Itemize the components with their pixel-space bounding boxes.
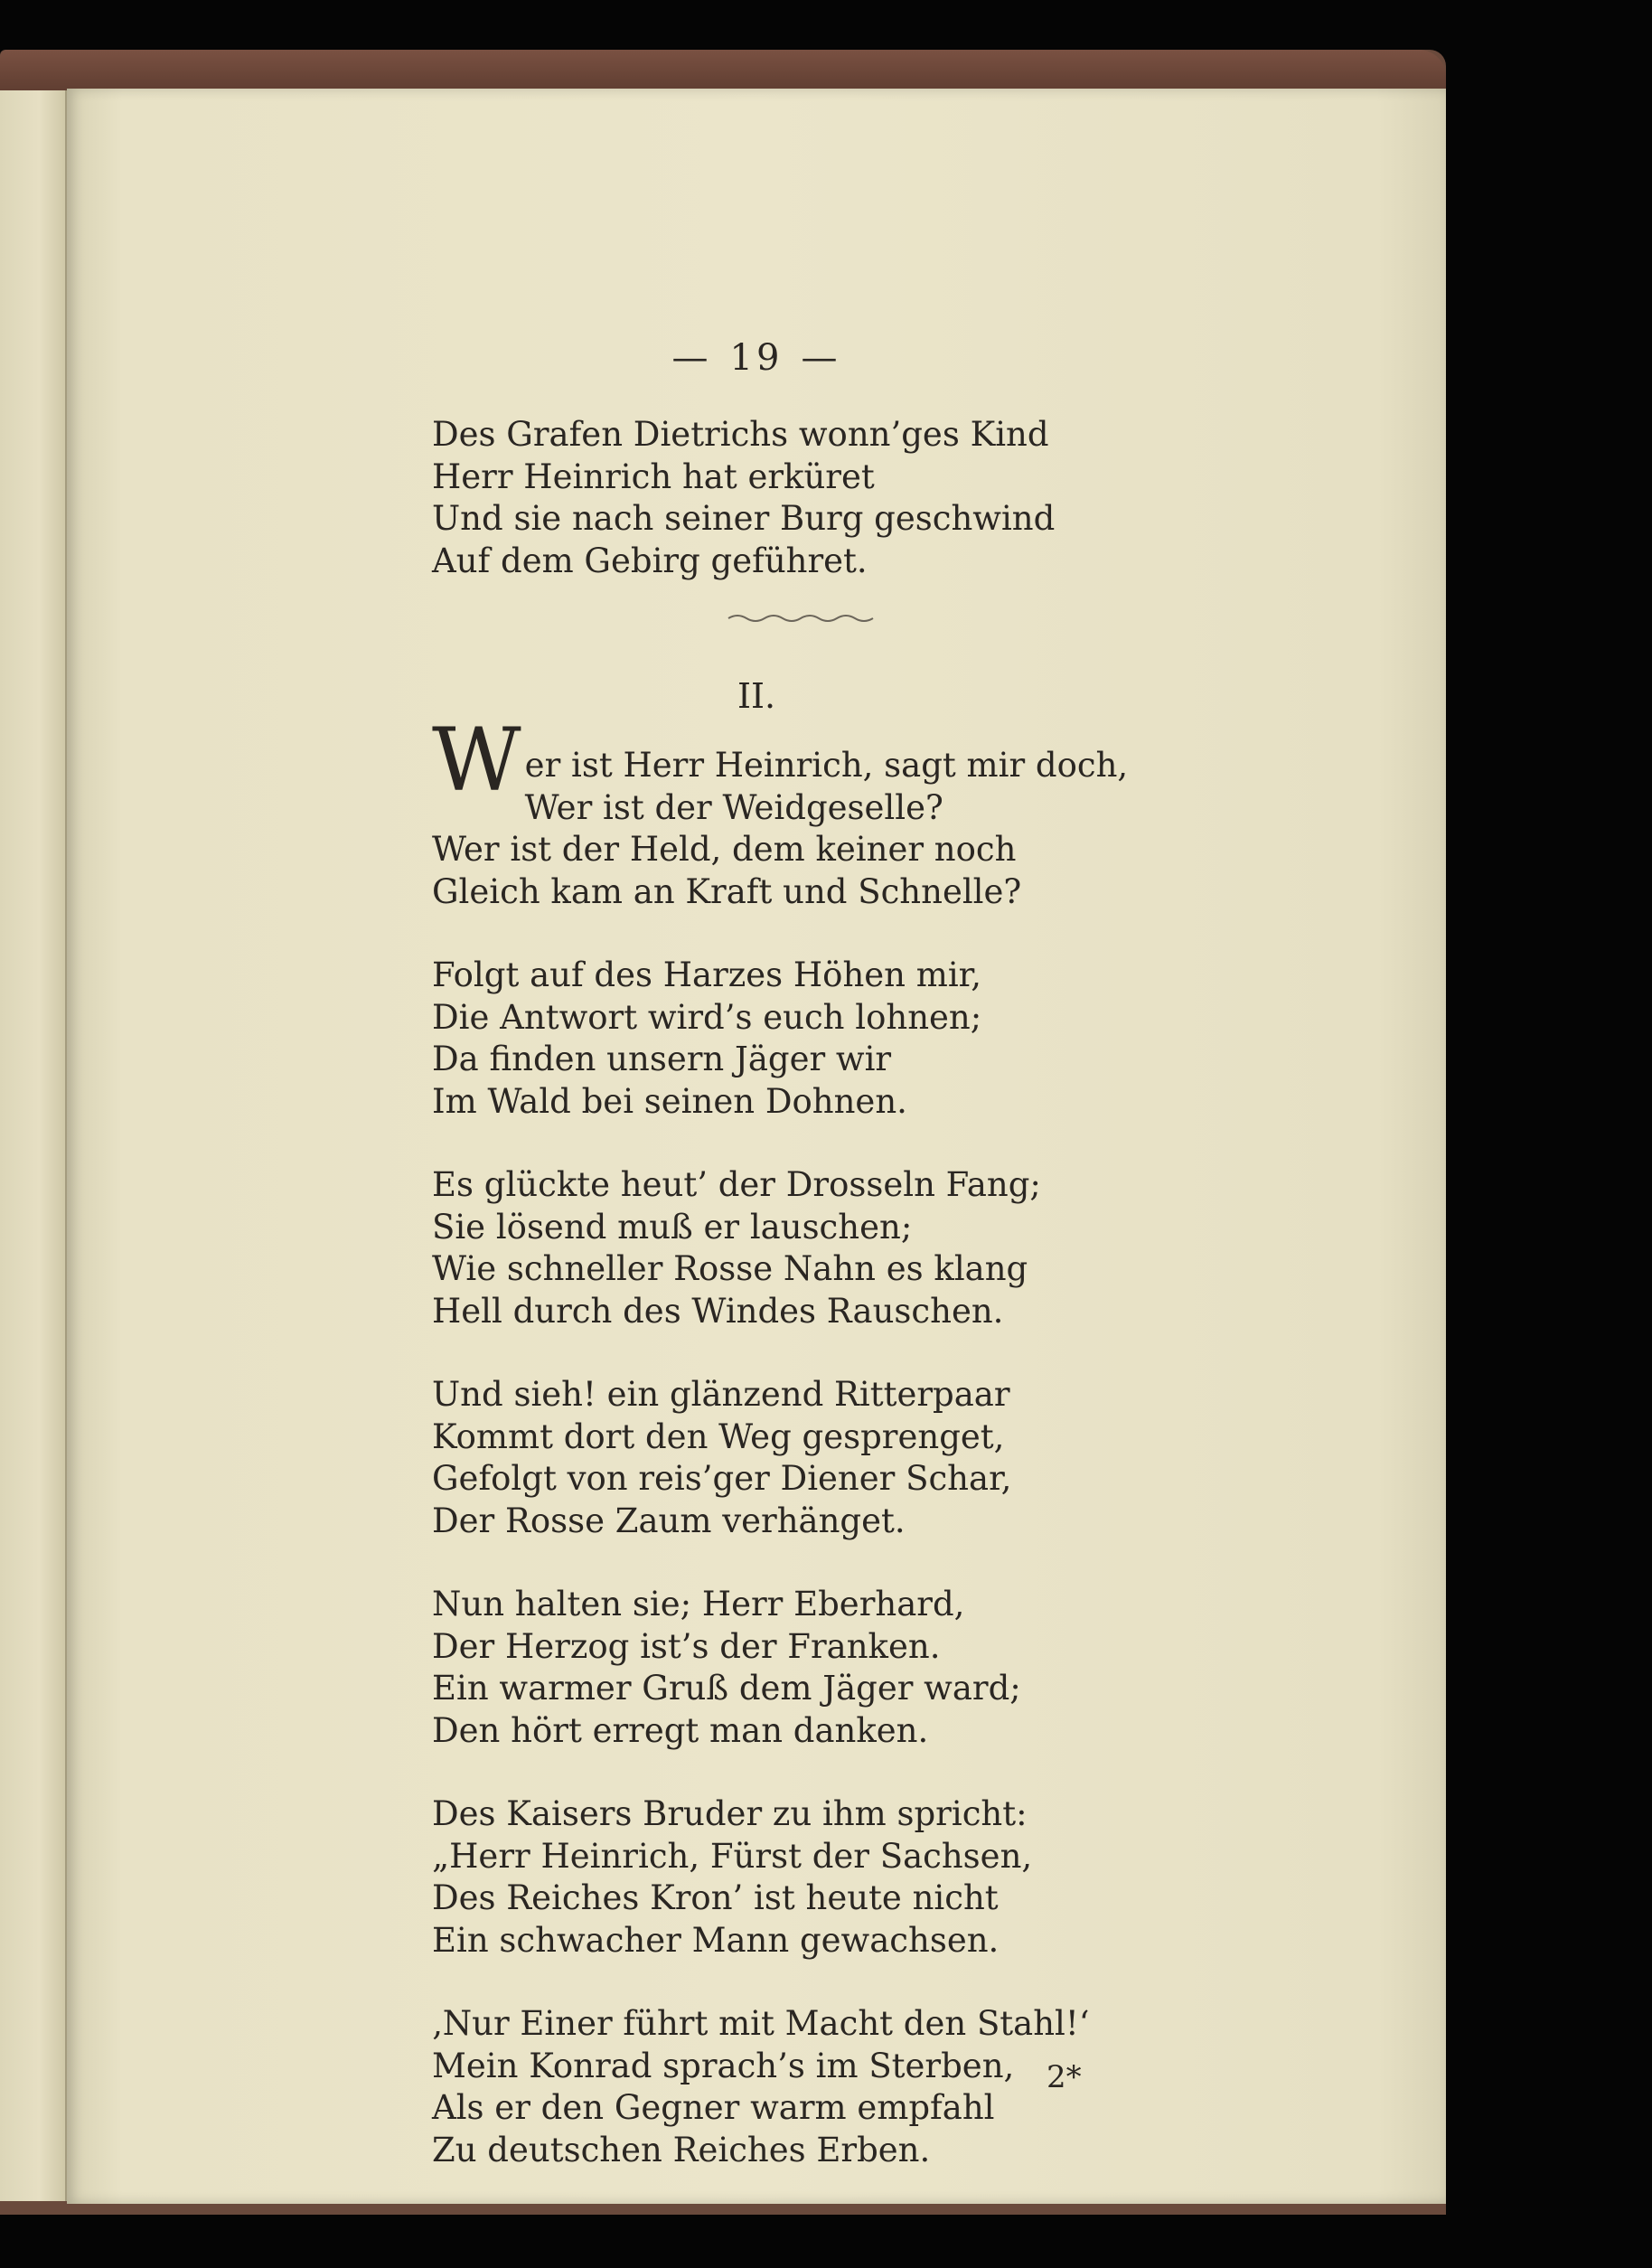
verse-line: Auf dem Gebirg geführet. [432, 541, 868, 580]
verse-line: Es glückte heut’ der Drosseln Fang; [432, 1165, 1041, 1204]
left-page-edge [0, 90, 67, 2201]
stanza [432, 1374, 1426, 1542]
verse-line: Die Antwort wird’s euch lohnen; [432, 997, 982, 1037]
section-heading: II. [737, 676, 776, 716]
stanza [432, 1164, 1426, 1332]
verse-line: Kommt dort den Weg gesprenget, [432, 1416, 1005, 1456]
verse-line: Hell durch des Windes Rauschen. [432, 1291, 1004, 1331]
verse-line: Im Wald bei seinen Dohnen. [432, 1081, 907, 1121]
verse-line: Gleich kam an Kraft und Schnelle? [432, 871, 1022, 911]
signature-mark: 2* [1047, 2059, 1082, 2095]
verse-line: Da finden unsern Jäger wir [432, 1040, 892, 1078]
verse-line: Als er den Gegner warm empfahl [432, 2088, 995, 2127]
verse-line: Ein warmer Gruß dem Jäger ward; [432, 1669, 1021, 1708]
page-number-dash-right: — [801, 337, 841, 379]
stanza [432, 414, 1426, 582]
verse-line: Gefolgt von reis’ger Diener Schar, [432, 1459, 1012, 1498]
verse-line: er ist Herr Heinrich, sagt mir doch, [524, 746, 1129, 785]
verse-line: Zu deutschen Reiches Erben. [432, 2130, 931, 2169]
verse-line: Wer ist der Weidgeselle? [524, 787, 943, 827]
stanza [432, 1584, 1426, 1752]
verse-line: Und sie nach seiner Burg geschwind [432, 499, 1056, 538]
verse-line: Des Grafen Dietrichs wonn’ges Kind [432, 415, 1049, 454]
verse-line: Sie lösend muß er lauschen; [432, 1207, 913, 1247]
verse-line: Nun halten sie; Herr Eberhard, [432, 1585, 965, 1623]
poem-section [432, 710, 1426, 2171]
stanza [432, 710, 1426, 913]
stanza [432, 1793, 1426, 1962]
verse-line: ‚Nur Einer führt mit Macht den Stahl!‘ [432, 2004, 1090, 2043]
verse-line: Herr Heinrich hat erküret [432, 456, 875, 496]
verse-line: Und sieh! ein glänzend Ritterpaar [432, 1375, 1010, 1414]
verse-line: „Herr Heinrich, Fürst der Sachsen, [432, 1836, 1033, 1876]
verse-line: Der Herzog ist’s der Franken. [432, 1626, 941, 1666]
book-page [67, 89, 1446, 2204]
stanza [432, 955, 1426, 1123]
verse-line: Den hört erregt man danken. [432, 1710, 929, 1750]
page-number-dash-left: — [671, 337, 712, 379]
page-number-value: 19 [729, 337, 784, 379]
verse-line: Des Kaisers Bruder zu ihm spricht: [432, 1794, 1028, 1833]
stanza [432, 2003, 1426, 2171]
verse-line: Wie schneller Rosse Nahn es klang [432, 1249, 1028, 1288]
verse-line: Ein schwacher Mann gewachsen. [432, 1920, 1000, 1960]
intro-stanza [432, 414, 1426, 582]
verse-line: Der Rosse Zaum verhänget. [432, 1501, 906, 1540]
page-number [67, 337, 1446, 379]
verse-line: Wer ist der Held, dem keiner noch [432, 830, 1017, 869]
verse-line: Folgt auf des Harzes Höhen mir, [432, 955, 982, 994]
drop-cap-initial: W [432, 710, 521, 811]
verse-line: Des Reiches Kron’ ist heute nicht [432, 1878, 999, 1917]
section-divider-ornament [727, 611, 880, 626]
verse-line: Mein Konrad sprach’s im Sterben, [432, 2046, 1015, 2085]
